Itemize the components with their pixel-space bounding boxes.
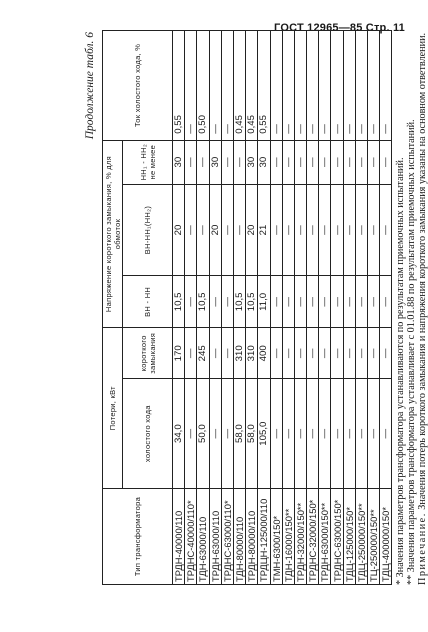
cell-vn-nn: 10,5 [173, 276, 185, 328]
cell-no-load-loss: — [307, 379, 319, 489]
cell-type: ТДН-16000/150** [282, 489, 294, 585]
cell-nn1-nn2: — [319, 140, 331, 184]
table-row [197, 31, 209, 585]
cell-no-load-current: — [282, 31, 294, 141]
cell-type: ТРДЦН-125000/110 [258, 489, 270, 585]
note-1: * Значения параметров трансформатора устанавливаются по результатам приемочных испытаний. [395, 157, 407, 585]
cell-nn1-nn2: — [307, 140, 319, 184]
cell-short-circuit-loss: — [282, 328, 294, 379]
cell-vn-nn: — [331, 276, 343, 328]
cell-no-load-current: 0,45 [246, 31, 258, 141]
cell-short-circuit-loss: — [221, 328, 233, 379]
cell-vn-nn: 10,5 [197, 276, 209, 328]
cell-short-circuit-loss: — [270, 328, 282, 379]
cell-short-circuit-loss: — [380, 328, 392, 379]
cell-type: ТРДНС-63000/150* [331, 489, 343, 585]
cell-vn-nn: — [307, 276, 319, 328]
table-row [221, 31, 233, 585]
cell-type: ТРДН-32000/150** [294, 489, 306, 585]
cell-vn-nn1-nn2: — [282, 184, 294, 276]
header-type: Тип трансформатора [103, 489, 173, 585]
cell-no-load-current: — [185, 31, 197, 141]
cell-nn1-nn2: — [380, 140, 392, 184]
cell-no-load-current: — [270, 31, 282, 141]
cell-no-load-loss: — [221, 379, 233, 489]
cell-no-load-loss: — [355, 379, 367, 489]
table-row [246, 31, 258, 585]
cell-vn-nn1-nn2: — [294, 184, 306, 276]
cell-no-load-loss: — [380, 379, 392, 489]
cell-vn-nn: — [343, 276, 355, 328]
cell-no-load-current: — [319, 31, 331, 141]
cell-no-load-loss: 58,0 [233, 379, 245, 489]
cell-type: ТРДН-63000/110 [209, 489, 221, 585]
cell-no-load-current: — [221, 31, 233, 141]
table-row [282, 31, 294, 585]
cell-short-circuit-loss: 310 [233, 328, 245, 379]
table-row [294, 31, 306, 585]
table-row [307, 31, 319, 585]
header-vn-nn1-nn2: ВН-НН₁(НН₂) [123, 184, 173, 276]
cell-vn-nn1-nn2: — [185, 184, 197, 276]
cell-vn-nn1-nn2: 20 [209, 184, 221, 276]
cell-vn-nn1-nn2: — [270, 184, 282, 276]
cell-no-load-current: — [294, 31, 306, 141]
cell-short-circuit-loss: — [209, 328, 221, 379]
cell-nn1-nn2: 30 [246, 140, 258, 184]
table-row [185, 31, 197, 585]
cell-nn1-nn2: — [233, 140, 245, 184]
cell-vn-nn: — [282, 276, 294, 328]
cell-nn1-nn2: — [270, 140, 282, 184]
cell-vn-nn: — [319, 276, 331, 328]
cell-vn-nn1-nn2: — [355, 184, 367, 276]
cell-no-load-loss: 34,0 [173, 379, 185, 489]
cell-short-circuit-loss: 310 [246, 328, 258, 379]
cell-nn1-nn2: — [343, 140, 355, 184]
cell-type: ТДЦ-400000/150* [380, 489, 392, 585]
cell-type: ТРДН-80000/110 [246, 489, 258, 585]
cell-vn-nn1-nn2: — [197, 184, 209, 276]
cell-type: ТРДНС-40000/110* [185, 489, 197, 585]
cell-vn-nn1-nn2: — [331, 184, 343, 276]
cell-no-load-current: — [343, 31, 355, 141]
cell-no-load-loss: — [209, 379, 221, 489]
transformer-parameters-table [102, 30, 392, 585]
cell-no-load-loss: — [331, 379, 343, 489]
cell-nn1-nn2: — [185, 140, 197, 184]
cell-type: ТДН-80000/110 [233, 489, 245, 585]
cell-short-circuit-loss: 245 [197, 328, 209, 379]
cell-type: ТДН-63000/110 [197, 489, 209, 585]
header-vn-nn: ВН - НН [123, 276, 173, 328]
cell-short-circuit-loss: 170 [173, 328, 185, 379]
cell-no-load-loss: — [368, 379, 380, 489]
cell-vn-nn1-nn2: — [221, 184, 233, 276]
cell-no-load-loss: — [294, 379, 306, 489]
cell-nn1-nn2: 30 [258, 140, 270, 184]
cell-short-circuit-loss: — [307, 328, 319, 379]
cell-type: ТЦ-250000/150** [368, 489, 380, 585]
cell-vn-nn1-nn2: — [319, 184, 331, 276]
cell-no-load-loss: — [270, 379, 282, 489]
cell-no-load-current: 0,55 [258, 31, 270, 141]
cell-vn-nn1-nn2: — [380, 184, 392, 276]
table-row [368, 31, 380, 585]
cell-no-load-current: 0,55 [173, 31, 185, 141]
note-label: Примечание. [417, 512, 428, 585]
cell-no-load-current: — [209, 31, 221, 141]
cell-nn1-nn2: — [368, 140, 380, 184]
cell-vn-nn1-nn2: — [233, 184, 245, 276]
cell-type: ТРДН-63000/150** [319, 489, 331, 585]
header-nn1-nn2: НН₁ - НН₂ не менее [123, 140, 173, 184]
cell-vn-nn: — [209, 276, 221, 328]
header-losses: Потери, кВт [103, 328, 123, 489]
cell-no-load-current: — [331, 31, 343, 141]
cell-nn1-nn2: — [331, 140, 343, 184]
cell-no-load-loss: 58,0 [246, 379, 258, 489]
cell-short-circuit-loss: — [331, 328, 343, 379]
cell-nn1-nn2: 30 [173, 140, 185, 184]
table-continuation-label: Продолжение табл. 6 [84, 32, 96, 140]
cell-vn-nn1-nn2: — [307, 184, 319, 276]
cell-no-load-loss: — [343, 379, 355, 489]
cell-nn1-nn2: — [221, 140, 233, 184]
cell-type: ТМН-6300/150* [270, 489, 282, 585]
cell-short-circuit-loss: — [368, 328, 380, 379]
cell-nn1-nn2: — [294, 140, 306, 184]
cell-vn-nn1-nn2: — [368, 184, 380, 276]
table-row [270, 31, 282, 585]
table-row [380, 31, 392, 585]
header-short-circuit-losses: короткого замыкания [123, 328, 173, 379]
cell-nn1-nn2: — [282, 140, 294, 184]
cell-short-circuit-loss: — [185, 328, 197, 379]
cell-short-circuit-loss: 400 [258, 328, 270, 379]
table-row [355, 31, 367, 585]
cell-type: ТДЦ-125000/150* [343, 489, 355, 585]
cell-no-load-loss: — [319, 379, 331, 489]
page-header: ГОСТ 12965—85 Стр. 11 [274, 22, 405, 34]
cell-type: ТДЦ-250000/150** [355, 489, 367, 585]
cell-nn1-nn2: — [197, 140, 209, 184]
cell-vn-nn1-nn2: — [343, 184, 355, 276]
cell-no-load-loss: — [282, 379, 294, 489]
cell-vn-nn: — [185, 276, 197, 328]
cell-vn-nn1-nn2: 21 [258, 184, 270, 276]
cell-short-circuit-loss: — [355, 328, 367, 379]
cell-short-circuit-loss: — [343, 328, 355, 379]
note-3: Примечание. Значения потерь короткого замыкания и напряжения короткого замыкания указаны на основном ответвлении. [417, 32, 428, 585]
cell-no-load-loss: 105,0 [258, 379, 270, 489]
cell-no-load-current: 0,45 [233, 31, 245, 141]
cell-nn1-nn2: 30 [209, 140, 221, 184]
cell-no-load-current: — [355, 31, 367, 141]
cell-type: ТРДНС-32000/150* [307, 489, 319, 585]
cell-vn-nn: — [368, 276, 380, 328]
cell-nn1-nn2: — [355, 140, 367, 184]
cell-no-load-current: — [307, 31, 319, 141]
cell-vn-nn: — [294, 276, 306, 328]
note-2: ** Значения параметров трансформатора устанавливает с 01.01.88 по результатам приемочных испытаний. [406, 119, 418, 585]
cell-vn-nn: 10,5 [233, 276, 245, 328]
cell-no-load-loss: — [185, 379, 197, 489]
header-no-load-losses: холостого хода [123, 379, 173, 489]
cell-no-load-current: 0,50 [197, 31, 209, 141]
cell-type: ТРДН-40000/110 [173, 489, 185, 585]
table-row [173, 31, 185, 585]
header-voltage: Напряжение короткого замыкания, % для обмоток [103, 140, 123, 328]
cell-vn-nn: — [270, 276, 282, 328]
cell-no-load-loss: 50,0 [197, 379, 209, 489]
cell-vn-nn1-nn2: 20 [173, 184, 185, 276]
cell-vn-nn: 11,0 [258, 276, 270, 328]
table-row [209, 31, 221, 585]
table-row [319, 31, 331, 585]
table-row [343, 31, 355, 585]
table-notes [395, 30, 428, 585]
cell-vn-nn1-nn2: 20 [246, 184, 258, 276]
table-row [233, 31, 245, 585]
cell-type: ТРДНС-63000/110* [221, 489, 233, 585]
cell-vn-nn: — [355, 276, 367, 328]
cell-vn-nn: — [221, 276, 233, 328]
cell-vn-nn: — [380, 276, 392, 328]
cell-vn-nn: 10,5 [246, 276, 258, 328]
table-row [331, 31, 343, 585]
cell-short-circuit-loss: — [319, 328, 331, 379]
cell-no-load-current: — [368, 31, 380, 141]
cell-no-load-current: — [380, 31, 392, 141]
table-row [258, 31, 270, 585]
header-no-load-current: Ток холостого хода, % [103, 31, 173, 141]
rotated-table-block [82, 30, 428, 585]
cell-short-circuit-loss: — [294, 328, 306, 379]
